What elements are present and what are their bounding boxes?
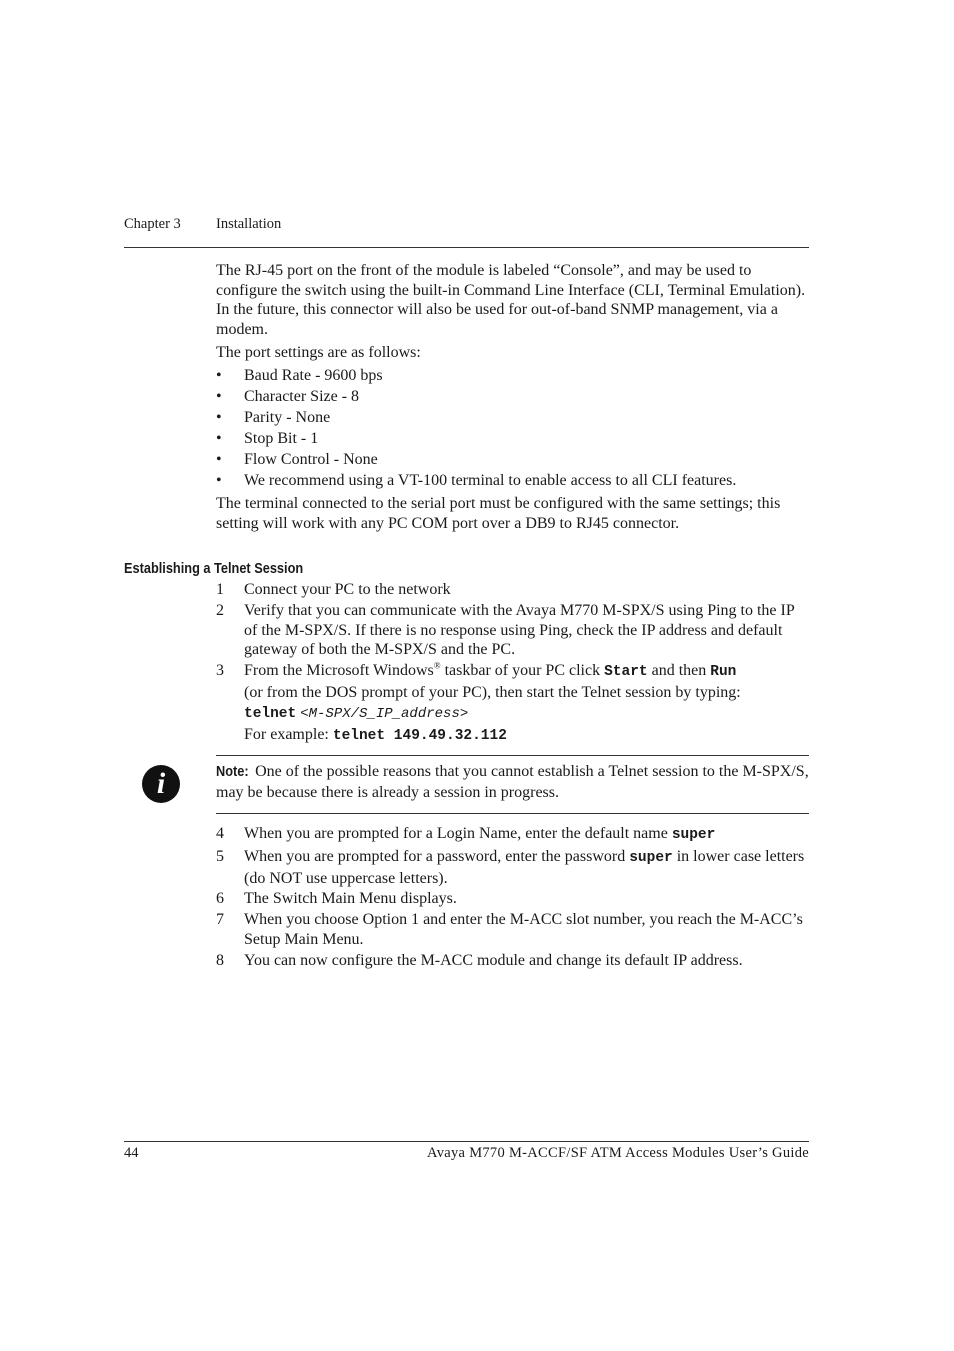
list-item: 1 Connect your PC to the network — [216, 581, 451, 598]
password-code: super — [629, 849, 673, 866]
intro-block — [216, 261, 810, 533]
note-box — [216, 762, 809, 802]
bullet: • — [216, 471, 222, 489]
list-item: • Parity - None — [216, 408, 331, 426]
list-item: 6 The Switch Main Menu displays. — [216, 890, 457, 908]
note-text: One of the possible reasons that you cannot establish a Telnet session to the M-SPX/S, may be because there is already a session in progress. — [216, 763, 809, 801]
list-item: 8 You can now configure the M-ACC module and change its default IP address. — [216, 951, 743, 969]
list-item: • Flow Control - None — [216, 450, 378, 468]
steps-list — [216, 824, 810, 971]
bullet: • — [216, 450, 222, 468]
steps-block-b — [216, 824, 810, 972]
login-code: super — [671, 827, 716, 843]
document-title: Avaya M770 M-ACCF/SF ATM Access Modules User’s Guide — [427, 1145, 809, 1161]
bullet: • — [216, 387, 222, 405]
bullet: • — [216, 408, 222, 426]
header-rule — [124, 247, 809, 248]
run-command: Run — [710, 664, 737, 681]
port-settings-list — [216, 365, 810, 491]
bullet: • — [216, 429, 222, 447]
list-item: 4 When you are prompted for a Login Name, enter the default name super — [216, 825, 716, 843]
bullet: • — [216, 366, 222, 384]
steps-list — [216, 580, 810, 746]
telnet-argument: <M-SPX/S_IP_address> — [300, 705, 469, 722]
example-command: telnet 149.49.32.112 — [332, 727, 507, 744]
list-item: • Character Size - 8 — [216, 387, 360, 405]
list-item: • Baud Rate - 9600 bps — [216, 366, 383, 384]
list-item: 5 When you are prompted for a password, enter the password super in lower case letters (do NOT use uppercase letters). — [216, 847, 805, 887]
closing-paragraph: The terminal connected to the serial port must be configured with the same settings; this setting will work with any PC COM port over a DB9 to RJ45 connector. — [216, 494, 781, 532]
steps-block-a — [216, 580, 810, 747]
list-item: 3 From the Microsoft Windows® taskbar of your PC click Start and then Run (or from the DOS prompt of your PC), then start the Telnet session by typing: telnet <M-SPX/S_IP_address> For example: telnet 149.49.32.112 — [216, 660, 741, 744]
note-label: Note: — [216, 764, 249, 780]
list-item: • Stop Bit - 1 — [216, 429, 319, 447]
footer-rule — [124, 1141, 809, 1142]
note-top-rule — [216, 755, 809, 756]
info-icon: i — [142, 765, 180, 803]
page-number: 44 — [124, 1145, 139, 1161]
chapter-label: Chapter 3 — [124, 216, 181, 232]
intro-paragraph: The RJ-45 port on the front of the module is labeled “Console”, and may be used to configure the switch using the built-in Command Line Interface (CLI, Terminal Emulation). In the future, this connector will also be used for out-of-band SNMP management, via a modem. — [216, 262, 806, 338]
start-command: Start — [604, 664, 648, 681]
list-item: 2 Verify that you can communicate with the Avaya M770 M-SPX/S using Ping to the IP of the M-SPX/S. If there is no response using Ping, check the IP address and default gateway of both the M-SPX/S and the PC. — [216, 601, 795, 659]
list-item: • We recommend using a VT-100 terminal to enable access to all CLI features. — [216, 471, 737, 489]
section-label: Installation — [216, 216, 282, 232]
section-heading: Establishing a Telnet Session — [124, 561, 304, 577]
list-item: 7 When you choose Option 1 and enter the M-ACC slot number, you reach the M-ACC’s Setup Main Menu. — [216, 911, 803, 948]
note-bottom-rule — [216, 813, 809, 814]
telnet-command: telnet — [244, 705, 297, 722]
settings-lead: The port settings are as follows: — [216, 344, 421, 362]
